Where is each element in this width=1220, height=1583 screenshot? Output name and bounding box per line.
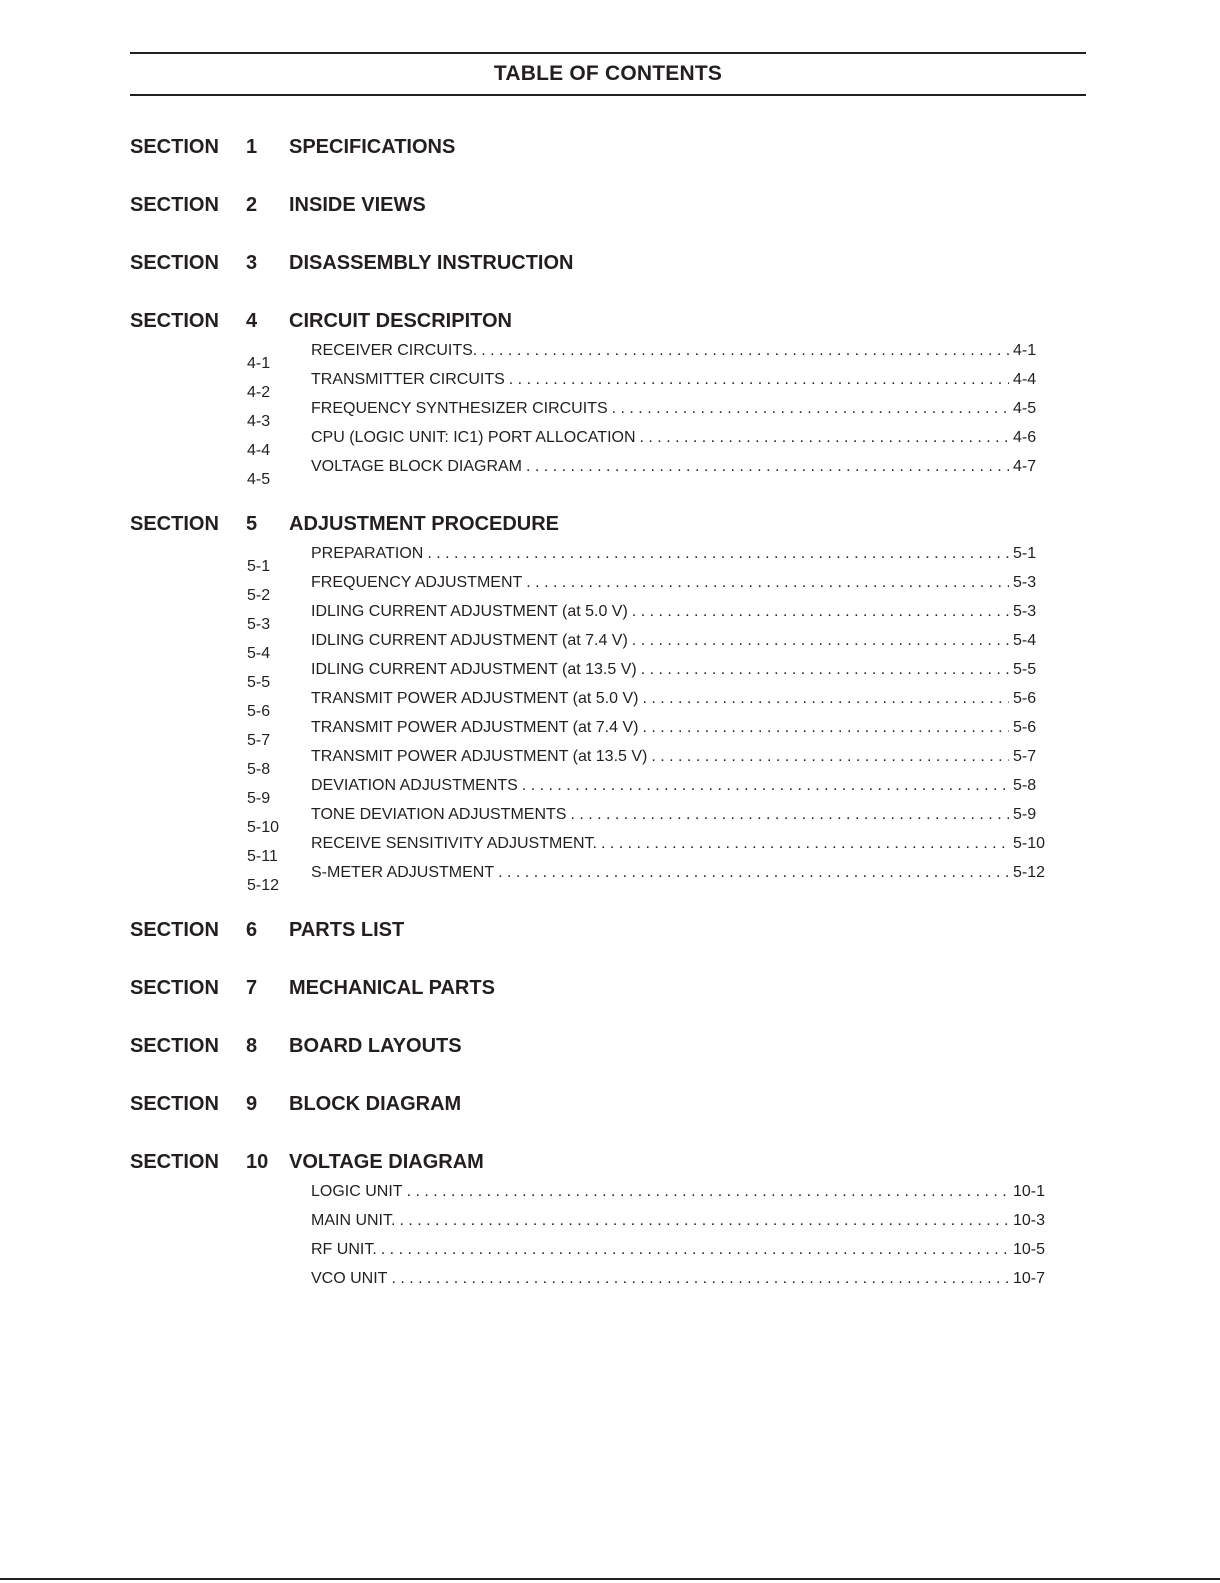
entry-label: RF UNIT. <box>311 1241 377 1258</box>
toc-entry[interactable] <box>130 429 1086 458</box>
section-number: 5 <box>246 513 258 535</box>
section-heading[interactable] <box>130 1151 1086 1183</box>
entry-body <box>311 719 1043 737</box>
toc-entry[interactable] <box>130 574 1086 603</box>
entry-body <box>311 1270 1046 1288</box>
dot-leader <box>570 806 1009 824</box>
section-heading[interactable] <box>130 310 1086 342</box>
section-heading[interactable] <box>130 977 1086 1009</box>
toc-section <box>130 1035 1086 1067</box>
section-title: PARTS LIST <box>289 919 405 941</box>
entry-label: PREPARATION <box>311 545 424 562</box>
toc-entry[interactable] <box>130 806 1086 835</box>
entry-number: 5-7 <box>247 732 271 749</box>
entry-label: LOGIC UNIT <box>311 1183 403 1200</box>
dot-leader <box>642 690 1009 708</box>
dot-leader <box>481 342 1009 360</box>
entry-label: VCO UNIT <box>311 1270 388 1287</box>
entry-page-number: 4-1 <box>1013 342 1037 359</box>
section-number: 7 <box>246 977 258 999</box>
entry-page-number: 5-6 <box>1013 690 1037 707</box>
entry-label: RECEIVE SENSITIVITY ADJUSTMENT. <box>311 835 597 852</box>
entry-number: 5-8 <box>247 761 271 778</box>
section-heading[interactable] <box>130 1093 1086 1125</box>
entry-page-number: 10-1 <box>1013 1183 1046 1200</box>
entry-page-number: 10-5 <box>1013 1241 1046 1258</box>
toc-section <box>130 1151 1086 1299</box>
entry-body <box>311 777 1043 795</box>
entry-number: 5-6 <box>247 703 271 720</box>
section-number: 9 <box>246 1093 258 1115</box>
entry-page-number: 4-4 <box>1013 371 1037 388</box>
section-word: SECTION <box>130 513 219 535</box>
section-number: 4 <box>246 310 258 332</box>
entry-page-number: 4-7 <box>1013 458 1037 475</box>
toc-entry[interactable] <box>130 1183 1086 1212</box>
section-title: CIRCUIT DESCRIPITON <box>289 310 512 332</box>
entry-label: DEVIATION ADJUSTMENTS <box>311 777 518 794</box>
dot-leader <box>526 458 1009 476</box>
entry-number: 5-5 <box>247 674 271 691</box>
entry-page-number: 10-7 <box>1013 1270 1046 1287</box>
dot-leader <box>427 545 1009 563</box>
entry-number: 4-2 <box>247 384 271 401</box>
section-title: VOLTAGE DIAGRAM <box>289 1151 484 1173</box>
entry-label: TRANSMIT POWER ADJUSTMENT (at 13.5 V) <box>311 748 648 765</box>
dot-leader <box>526 574 1009 592</box>
entry-body <box>311 632 1043 650</box>
section-word: SECTION <box>130 136 219 158</box>
section-title: MECHANICAL PARTS <box>289 977 495 999</box>
toc-entry[interactable] <box>130 545 1086 574</box>
dot-leader <box>391 1270 1009 1288</box>
dot-leader <box>640 429 1009 447</box>
entry-page-number: 5-5 <box>1013 661 1037 678</box>
entry-number: 5-4 <box>247 645 271 662</box>
entry-number: 5-2 <box>247 587 271 604</box>
section-title: DISASSEMBLY INSTRUCTION <box>289 252 574 274</box>
title-bar <box>130 52 1086 96</box>
section-heading[interactable] <box>130 136 1086 168</box>
entry-body <box>311 342 1043 360</box>
section-number: 8 <box>246 1035 258 1057</box>
section-title: BOARD LAYOUTS <box>289 1035 462 1057</box>
entry-label: IDLING CURRENT ADJUSTMENT (at 5.0 V) <box>311 603 628 620</box>
entry-label: TRANSMIT POWER ADJUSTMENT (at 5.0 V) <box>311 690 639 707</box>
entry-number: 5-9 <box>247 790 271 807</box>
section-word: SECTION <box>130 977 219 999</box>
dot-leader <box>381 1241 1009 1259</box>
section-word: SECTION <box>130 1151 219 1173</box>
toc-entry[interactable] <box>130 342 1086 371</box>
section-word: SECTION <box>130 310 219 332</box>
entry-page-number: 5-9 <box>1013 806 1037 823</box>
entry-body <box>311 545 1043 563</box>
entry-page-number: 5-7 <box>1013 748 1037 765</box>
dot-leader <box>407 1183 1009 1201</box>
dot-leader <box>642 719 1009 737</box>
dot-leader <box>612 400 1009 418</box>
bottom-rule <box>0 1578 1220 1580</box>
section-number: 10 <box>246 1151 269 1173</box>
section-word: SECTION <box>130 252 219 274</box>
toc-entry[interactable] <box>130 864 1086 893</box>
entry-page-number: 4-5 <box>1013 400 1037 417</box>
entry-body <box>311 1212 1046 1230</box>
toc-entry[interactable] <box>130 661 1086 690</box>
entry-label: MAIN UNIT. <box>311 1212 396 1229</box>
toc-section <box>130 194 1086 226</box>
entry-label: IDLING CURRENT ADJUSTMENT (at 7.4 V) <box>311 632 628 649</box>
entry-label: FREQUENCY ADJUSTMENT <box>311 574 523 591</box>
dot-leader <box>651 748 1009 766</box>
toc-entry[interactable] <box>130 1270 1086 1299</box>
toc-section <box>130 310 1086 487</box>
section-heading[interactable] <box>130 1035 1086 1067</box>
entry-body <box>311 371 1043 389</box>
section-word: SECTION <box>130 194 219 216</box>
entry-page-number: 5-6 <box>1013 719 1037 736</box>
entry-label: TRANSMITTER CIRCUITS <box>311 371 505 388</box>
entry-page-number: 5-3 <box>1013 574 1037 591</box>
entry-body <box>311 835 1046 853</box>
entry-number: 5-10 <box>247 819 280 836</box>
section-title: SPECIFICATIONS <box>289 136 456 158</box>
dot-leader <box>601 835 1009 853</box>
entry-body <box>311 661 1043 679</box>
toc-section <box>130 919 1086 951</box>
toc-section <box>130 513 1086 893</box>
entry-number: 5-11 <box>247 848 278 865</box>
toc-entry[interactable] <box>130 1212 1086 1241</box>
toc-entry[interactable] <box>130 1241 1086 1270</box>
toc-section <box>130 1093 1086 1125</box>
entry-page-number: 4-6 <box>1013 429 1037 446</box>
entry-label: CPU (LOGIC UNIT: IC1) PORT ALLOCATION <box>311 429 636 446</box>
toc-entry[interactable] <box>130 371 1086 400</box>
entry-page-number: 5-12 <box>1013 864 1046 881</box>
dot-leader <box>498 864 1009 882</box>
section-number: 1 <box>246 136 258 158</box>
toc-entry[interactable] <box>130 400 1086 429</box>
entry-label: TONE DEVIATION ADJUSTMENTS <box>311 806 567 823</box>
dot-leader <box>641 661 1009 679</box>
entry-body <box>311 748 1043 766</box>
toc-entry[interactable] <box>130 690 1086 719</box>
dot-leader <box>632 632 1009 650</box>
section-word: SECTION <box>130 1093 219 1115</box>
entry-body <box>311 574 1043 592</box>
section-word: SECTION <box>130 1035 219 1057</box>
entry-number: 5-1 <box>247 558 271 575</box>
entry-label: VOLTAGE BLOCK DIAGRAM <box>311 458 523 475</box>
entry-number: 5-12 <box>247 877 280 894</box>
entry-body <box>311 806 1043 824</box>
toc-entry[interactable] <box>130 603 1086 632</box>
entry-body <box>311 603 1043 621</box>
page-title: TABLE OF CONTENTS <box>493 62 723 85</box>
entry-page-number: 5-8 <box>1013 777 1037 794</box>
entry-body <box>311 458 1043 476</box>
entry-page-number: 5-1 <box>1013 545 1037 562</box>
dot-leader <box>509 371 1009 389</box>
section-title: BLOCK DIAGRAM <box>289 1093 462 1115</box>
entry-label: RECEIVER CIRCUITS. <box>311 342 478 359</box>
section-word: SECTION <box>130 919 219 941</box>
section-heading[interactable] <box>130 513 1086 545</box>
entry-body <box>311 864 1046 882</box>
entry-number: 4-5 <box>247 471 271 488</box>
entry-number: 5-3 <box>247 616 271 633</box>
toc-entry[interactable] <box>130 835 1086 864</box>
toc-entry[interactable] <box>130 777 1086 806</box>
section-title: INSIDE VIEWS <box>289 194 426 216</box>
entry-body <box>311 400 1043 418</box>
section-heading[interactable] <box>130 252 1086 284</box>
toc-section <box>130 136 1086 168</box>
toc-entry[interactable] <box>130 719 1086 748</box>
entry-label: S-METER ADJUSTMENT <box>311 864 495 881</box>
toc-entry[interactable] <box>130 748 1086 777</box>
entry-body <box>311 1183 1046 1201</box>
table-of-contents <box>130 136 1086 1325</box>
entry-label: FREQUENCY SYNTHESIZER CIRCUITS <box>311 400 608 417</box>
entry-number: 4-3 <box>247 413 271 430</box>
dot-leader <box>632 603 1009 621</box>
entry-body <box>311 690 1043 708</box>
dot-leader <box>399 1212 1009 1230</box>
toc-section <box>130 977 1086 1009</box>
entry-number: 4-4 <box>247 442 271 459</box>
entry-page-number: 5-4 <box>1013 632 1037 649</box>
section-number: 3 <box>246 252 258 274</box>
entry-body <box>311 1241 1046 1259</box>
section-number: 2 <box>246 194 258 216</box>
entry-label: IDLING CURRENT ADJUSTMENT (at 13.5 V) <box>311 661 637 678</box>
entry-page-number: 5-10 <box>1013 835 1046 852</box>
entry-number: 4-1 <box>247 355 271 372</box>
section-title: ADJUSTMENT PROCEDURE <box>289 513 560 535</box>
toc-entry[interactable] <box>130 458 1086 487</box>
entry-page-number: 5-3 <box>1013 603 1037 620</box>
toc-entry[interactable] <box>130 632 1086 661</box>
section-number: 6 <box>246 919 258 941</box>
dot-leader <box>522 777 1009 795</box>
entry-page-number: 10-3 <box>1013 1212 1046 1229</box>
toc-section <box>130 252 1086 284</box>
entry-body <box>311 429 1043 447</box>
section-heading[interactable] <box>130 194 1086 226</box>
entry-label: TRANSMIT POWER ADJUSTMENT (at 7.4 V) <box>311 719 639 736</box>
section-heading[interactable] <box>130 919 1086 951</box>
